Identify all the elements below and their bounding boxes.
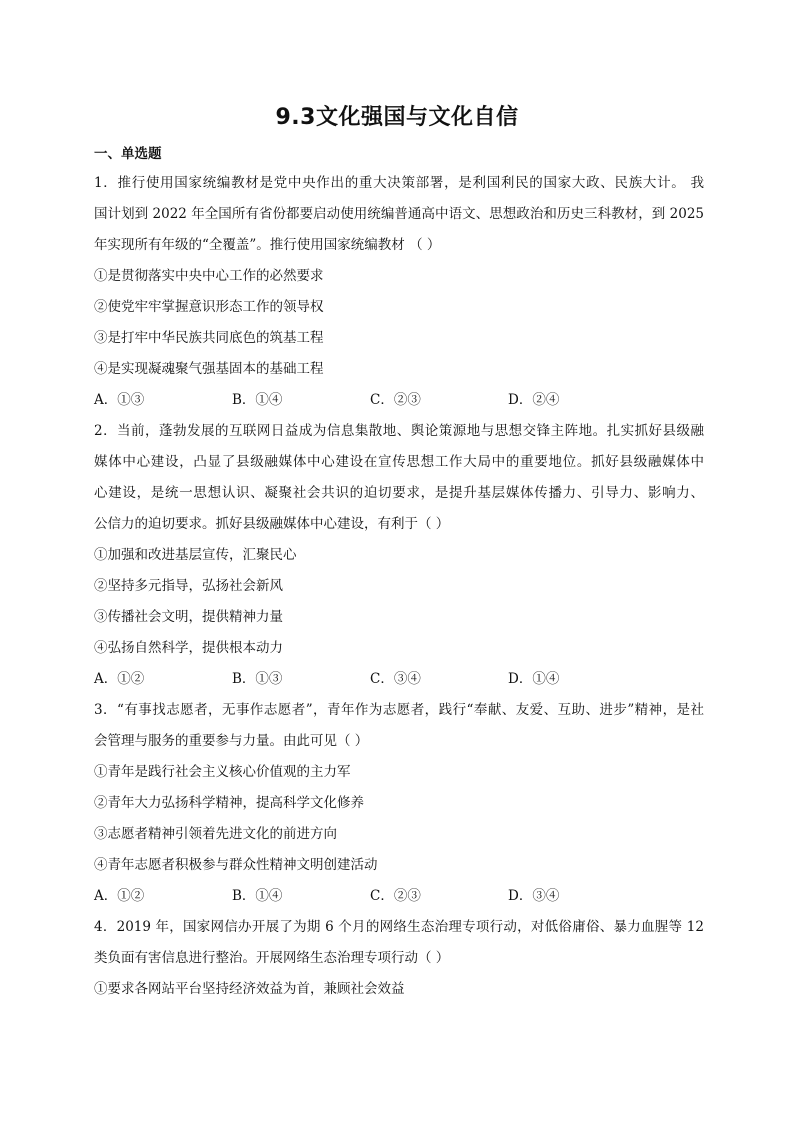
statement: ④青年志愿者积极参与群众性精神文明创建活动: [94, 857, 378, 873]
question-1: [94, 168, 704, 416]
statement: ①是贯彻落实中央中心工作的必然要求: [94, 268, 324, 284]
question-stem-line: 2．当前，蓬勃发展的互联网日益成为信息集散地、舆论策源地与思想交锋主阵地。扎实抓好县级融: [94, 423, 704, 439]
question-stem-line: 国计划到 2022 年全国所有省份都要启动使用统编普通高中语文、思想政治和历史三科教材，到 2025: [94, 206, 704, 222]
option-a: A．①②: [94, 671, 145, 687]
option-b: B．①③: [232, 671, 283, 687]
answer-options: [94, 881, 704, 912]
question-stem-line: 1．推行使用国家统编教材是党中央作出的重大决策部署，是利国利民的国家大政、民族大计。 我: [94, 175, 704, 191]
page-title: 9.3文化强国与文化自信: [275, 105, 519, 130]
statement: ②使党牢牢掌握意识形态工作的领导权: [94, 299, 324, 315]
statement: ④是实现凝魂聚气强基固本的基础工程: [94, 361, 324, 377]
option-a: A．①②: [94, 888, 145, 904]
option-b: B．①④: [232, 392, 283, 408]
option-c: C．③④: [370, 671, 421, 687]
statement: ④弘扬自然科学，提供根本动力: [94, 640, 283, 656]
option-d: D．③④: [508, 888, 560, 904]
statement: ②坚持多元指导，弘扬社会新风: [94, 578, 283, 594]
question-4: [94, 912, 704, 1005]
question-stem-line: 媒体中心建设，凸显了县级融媒体中心建设在宣传思想工作大局中的重要地位。抓好县级融媒体中: [94, 454, 704, 470]
question-stem-line: 4．2019 年，国家网信办开展了为期 6 个月的网络生态治理专项行动，对低俗庸俗、暴力血腥等 12: [94, 919, 704, 935]
option-c: C．②③: [370, 888, 421, 904]
statement: ②青年大力弘扬科学精神，提高科学文化修养: [94, 795, 364, 811]
option-d: D．②④: [508, 392, 560, 408]
statement: ①青年是践行社会主义核心价值观的主力军: [94, 764, 351, 780]
option-a: A．①③: [94, 392, 145, 408]
answer-options: [94, 664, 704, 695]
statement: ③传播社会文明，提供精神力量: [94, 609, 283, 625]
statement: ③是打牢中华民族共同底色的筑基工程: [94, 330, 324, 346]
question-stem-line: 会管理与服务的重要参与力量。由此可见（ ）: [94, 733, 369, 749]
option-b: B．①④: [232, 888, 283, 904]
statement: ①加强和改进基层宣传，汇聚民心: [94, 547, 297, 563]
question-stem-line: 类负面有害信息进行整治。开展网络生态治理专项行动（ ）: [94, 950, 450, 966]
question-stem-line: 3．“有事找志愿者，无事作志愿者”，青年作为志愿者，践行“奉献、友爱、互助、进步”精神，是社: [94, 702, 704, 718]
answer-options: [94, 385, 704, 416]
questions-container: [94, 168, 704, 1005]
question-stem-line: 公信力的迫切要求。抓好县级融媒体中心建设，有利于（ ）: [94, 516, 450, 532]
question-stem-line: 年实现所有年级的“全覆盖”。推行使用国家统编教材 （ ）: [94, 237, 441, 253]
option-d: D．①④: [508, 671, 560, 687]
question-3: [94, 695, 704, 912]
question-2: [94, 416, 704, 695]
statement: ③志愿者精神引领着先进文化的前进方向: [94, 826, 337, 842]
statement: ①要求各网站平台坚持经济效益为首，兼顾社会效益: [94, 981, 405, 997]
section-heading: 一、单选题: [94, 146, 162, 162]
question-stem-line: 心建设，是统一思想认识、凝聚社会共识的迫切要求，是提升基层媒体传播力、引导力、影响力、: [94, 485, 704, 501]
option-c: C．②③: [370, 392, 421, 408]
